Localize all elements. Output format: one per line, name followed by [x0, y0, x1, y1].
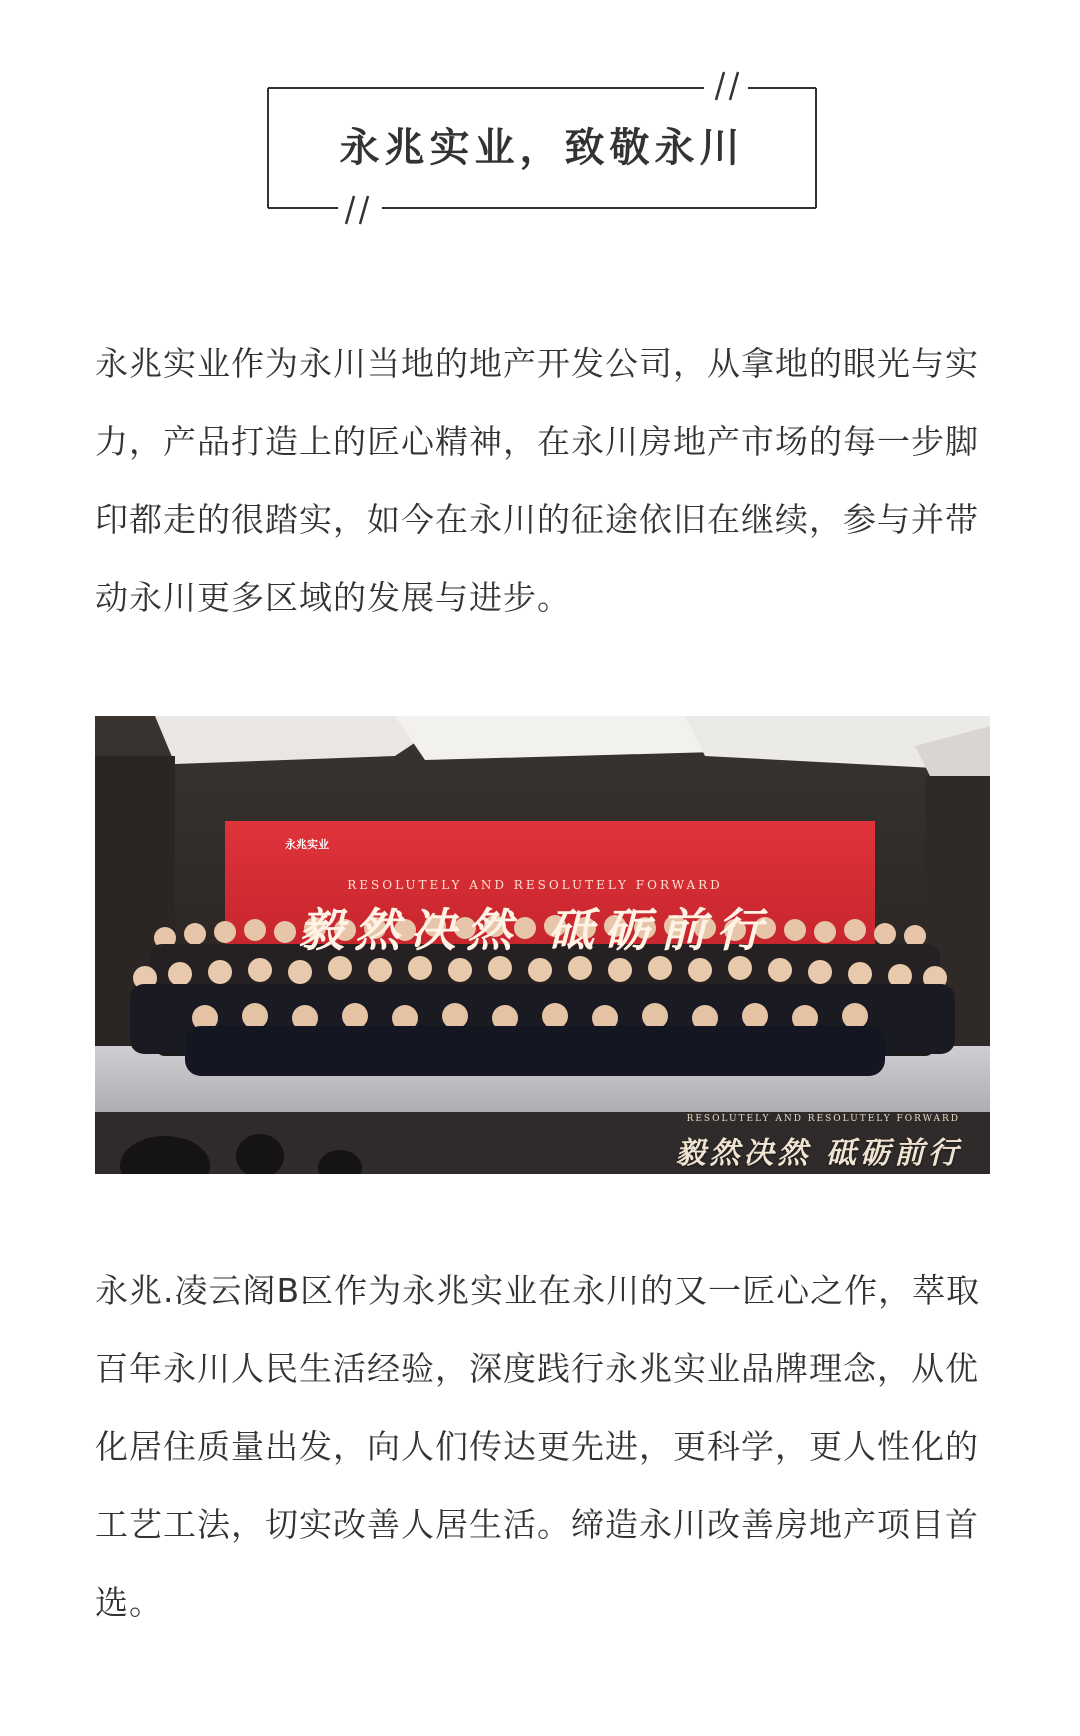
banner-english-slogan: RESOLUTELY AND RESOLUTELY FORWARD: [347, 878, 723, 892]
banner-brand-name: 永兆实业: [285, 838, 329, 851]
corner-english-slogan: RESOLUTELY AND RESOLUTELY FORWARD: [686, 1114, 960, 1124]
intro-paragraph: 永兆实业作为永川当地的地产开发公司，从拿地的眼光与实力，产品打造上的匠心精神，在永川房地产市场的每一步脚印都走的很踏实，如今在永川的征途依旧在继续，参与并带动永川更多区域的发展与进步。: [95, 344, 979, 617]
corner-chinese-slogan: 毅然决然 砥砺前行: [675, 1136, 962, 1171]
banner-chinese-slogan: 毅然决然 砥砺前行: [297, 903, 772, 957]
page-title: 永兆实业，致敬永川: [339, 125, 745, 171]
project-paragraph: 永兆.凌云阁B区作为永兆实业在永川的又一匠心之作，萃取百年永川人民生活经验，深度践行永兆实业品牌理念，从优化居住质量出发，向人们传达更先进，更科学，更人性化的工艺工法，切实改善人居生活。缔造永川改善房地产项目首选。: [95, 1271, 981, 1622]
group-photo: [95, 716, 990, 1174]
title-frame: [0, 0, 1080, 240]
